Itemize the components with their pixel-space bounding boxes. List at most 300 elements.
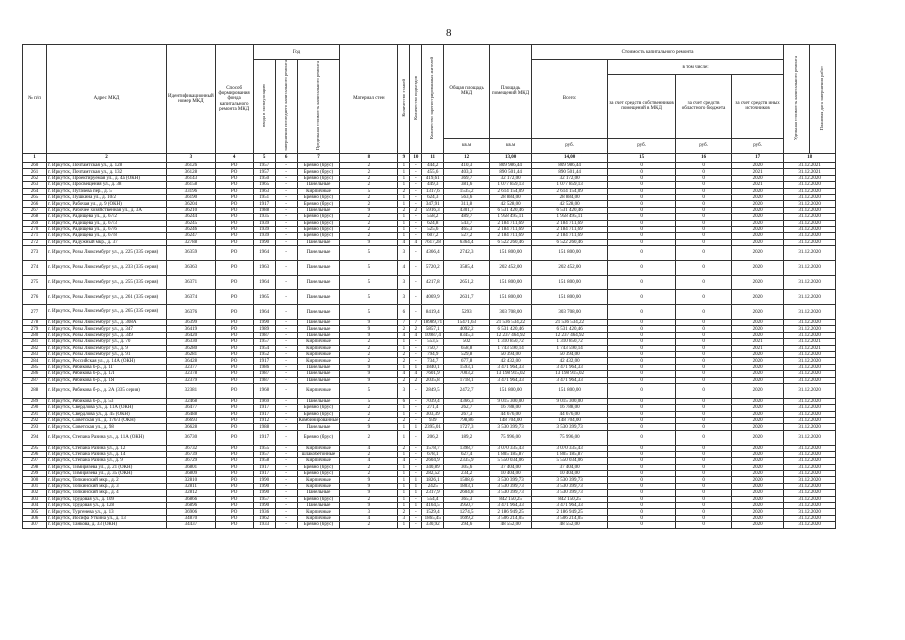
last-repair-year: -: [275, 352, 297, 358]
house-id: 36906: [167, 509, 216, 515]
wall-material: Панельные: [297, 260, 340, 275]
floors: 9: [340, 490, 398, 496]
cost-regional: 0: [608, 207, 676, 213]
col-max-cost-header: Предельная стоимость капитального ремонта: [297, 60, 340, 154]
last-repair-year: -: [275, 377, 297, 383]
address: г. Иркутск, Пушкина ул., д. 10/2: [47, 194, 167, 200]
address: г. Иркутск, Свердлова ул., д. 45 (ОКН): [47, 411, 167, 417]
cost-own-funds: 3 506 214,05: [532, 515, 608, 521]
cost-own-funds: 1 077 859,13: [532, 182, 608, 188]
planned-date: 31.12.2020: [784, 352, 836, 358]
cost-regional: 0: [608, 201, 676, 207]
residents: 4: [410, 239, 422, 245]
cost-other: 0: [676, 451, 732, 457]
house-id: 36809: [167, 471, 216, 477]
total-area: 558,2: [422, 214, 444, 220]
floors: 2: [340, 411, 398, 417]
year-built: 1957: [253, 162, 275, 168]
cost-other: 0: [676, 411, 732, 417]
entrances: 4: [398, 371, 410, 377]
column-number: 7: [297, 153, 340, 162]
repair-register-table: [22, 44, 836, 529]
planned-date: 31.12.2020: [784, 458, 836, 464]
column-number: 13,00: [490, 153, 532, 162]
cost-total: 809 986,44: [490, 162, 532, 168]
address: г. Иркутск, Рябикова б-р., д. 1Я: [47, 377, 167, 383]
fund-method: РО: [215, 522, 253, 528]
planned-year: 2020: [732, 320, 784, 326]
row-number: 305: [23, 509, 47, 515]
fund-method: РО: [215, 411, 253, 417]
floors: 2: [340, 162, 398, 168]
cost-total: 16 788,00: [490, 405, 532, 411]
total-area: 5916,3: [422, 207, 444, 213]
cost-own-funds: 9 015 300,00: [532, 398, 608, 404]
planned-date: 31.12.2020: [784, 471, 836, 477]
col-including-header: в том числе:: [608, 60, 784, 75]
cost-own-funds: 10 404,00: [532, 471, 608, 477]
address: г. Иркутск, Рябикова б-р., д. 1Г: [47, 364, 167, 370]
wall-material: Панельные: [297, 290, 340, 305]
entrances: 2: [398, 509, 410, 515]
column-number: 8: [340, 153, 398, 162]
living-area: 267,3: [444, 411, 490, 417]
row-number: 293: [23, 424, 47, 430]
cost-own-funds: 2 184 711,69: [532, 226, 608, 232]
column-number: 1: [23, 153, 47, 162]
row-number: 265: [23, 194, 47, 200]
house-id: 36126: [167, 162, 216, 168]
planned-year: 2020: [732, 188, 784, 194]
planned-date: 31.12.2020: [784, 226, 836, 232]
living-area: 502: [444, 339, 490, 345]
living-area: 6364,4: [444, 239, 490, 245]
cost-other: 0: [676, 182, 732, 188]
cost-total: 1 743 590,14: [490, 345, 532, 351]
last-repair-year: -: [275, 451, 297, 457]
cost-other: 0: [676, 445, 732, 451]
cost-own-funds: 151 800,00: [532, 383, 608, 398]
cost-total: 28 884,00: [490, 194, 532, 200]
cost-regional: 0: [608, 339, 676, 345]
entrances: 1: [398, 471, 410, 477]
floors: 9: [340, 424, 398, 430]
last-repair-year: -: [275, 188, 297, 194]
fund-method: РО: [215, 201, 253, 207]
residents: -: [410, 246, 422, 261]
cost-own-funds: 2 184 711,69: [532, 220, 608, 226]
col-last-repair-header: завершения последнего капитального ремонта: [275, 60, 297, 154]
cost-regional: 0: [608, 305, 676, 320]
fund-method: РО: [215, 358, 253, 364]
year-built: 1958: [253, 458, 275, 464]
residents: 1: [410, 477, 422, 483]
col-total-area-header: Общая площадь МКД: [444, 45, 490, 139]
wall-material: Кирпичные: [297, 352, 340, 358]
last-repair-year: -: [275, 201, 297, 207]
planned-date: 31.12.2020: [784, 430, 836, 445]
residents: -: [410, 194, 422, 200]
cost-own-funds: 5 550 034,06: [532, 458, 608, 464]
planned-date: 31.12.2020: [784, 445, 836, 451]
cost-regional: 0: [608, 220, 676, 226]
cost-regional: 0: [608, 194, 676, 200]
living-area: 8345,3: [444, 332, 490, 338]
fund-method: РО: [215, 451, 253, 457]
col-entrances-header: Количество подъездов: [410, 45, 422, 154]
year-built: 1964: [253, 246, 275, 261]
cost-other: 0: [676, 515, 732, 521]
row-number: 281: [23, 339, 47, 345]
floors: 2: [340, 358, 398, 364]
table-header: [23, 45, 836, 163]
cost-own-funds: 3 070 335,43: [532, 445, 608, 451]
address: г. Иркутск, Радищева ул., д. 67/2: [47, 214, 167, 220]
fund-method: РО: [215, 496, 253, 502]
column-number: 9: [398, 153, 410, 162]
wall-material: Панельные: [297, 377, 340, 383]
cost-own-funds: 3 530 399,73: [532, 477, 608, 483]
planned-date: 31.12.2020: [784, 194, 836, 200]
col-living-area-header: Площадь помещений МКД: [490, 45, 532, 139]
planned-year: 2020: [732, 220, 784, 226]
page-number: 8: [446, 27, 452, 39]
year-built: 1912: [253, 417, 275, 423]
address: г. Иркутск, Тимирязева ул., д. 21 (ОКН): [47, 464, 167, 470]
house-id: 36210: [167, 207, 216, 213]
last-repair-year: -: [275, 383, 297, 398]
fund-method: РО: [215, 194, 253, 200]
entrances: 1: [398, 364, 410, 370]
address: г. Иркутск, Проектируемая ул., д. 4а (ОКН): [47, 175, 167, 181]
cost-regional: 0: [608, 451, 676, 457]
cost-other: 0: [676, 483, 732, 489]
cost-total: 890 501,44: [490, 169, 532, 175]
last-repair-year: -: [275, 490, 297, 496]
wall-material: Бревно (брус): [297, 233, 340, 239]
row-number: 261: [23, 169, 47, 175]
floors: 2: [340, 417, 398, 423]
planned-year: 2020: [732, 201, 784, 207]
last-repair-year: -: [275, 320, 297, 326]
living-area: 2742,3: [444, 246, 490, 261]
residents: -: [410, 290, 422, 305]
year-built: 1963: [253, 260, 275, 275]
cost-total: 3 530 399,73: [490, 483, 532, 489]
house-id: 32381: [167, 383, 216, 398]
col-planned-date-header: Плановая дата завершения работ: [810, 45, 836, 154]
row-number: 298: [23, 464, 47, 470]
last-repair-year: -: [275, 162, 297, 168]
total-area: 2849,5: [422, 383, 444, 398]
planned-year: 2020: [732, 522, 784, 528]
cost-own-funds: 151 800,00: [532, 275, 608, 290]
planned-date: 31.12.2021: [784, 162, 836, 168]
last-repair-year: -: [275, 175, 297, 181]
cost-total: 3 070 335,43: [490, 445, 532, 451]
floors: 2: [340, 464, 398, 470]
residents: -: [410, 464, 422, 470]
address: г. Иркутск, Степана Разина ул., д. 14: [47, 451, 167, 457]
fund-method: РО: [215, 220, 253, 226]
entrances: 1: [398, 194, 410, 200]
total-area: 1529,4: [422, 509, 444, 515]
cost-regional: 0: [608, 352, 676, 358]
planned-date: 31.12.2020: [784, 326, 836, 332]
planned-date: 31.12.2021: [784, 345, 836, 351]
address: г. Иркутск, Розы Люксембург ул., д. 347: [47, 326, 167, 332]
living-area: 5293: [444, 305, 490, 320]
wall-material: Кирпичные: [297, 458, 340, 464]
house-id: 36245: [167, 220, 216, 226]
residents: -: [410, 522, 422, 528]
entrances: 3: [398, 290, 410, 305]
address: г. Иркутск, Рябикова б-р., д. 1Л: [47, 371, 167, 377]
planned-year: 2020: [732, 371, 784, 377]
cost-other: 0: [676, 496, 732, 502]
last-repair-year: -: [275, 471, 297, 477]
cost-own-funds: 151 800,00: [532, 290, 608, 305]
cost-other: 0: [676, 305, 732, 320]
living-area: 4301,7: [444, 207, 490, 213]
last-repair-year: -: [275, 424, 297, 430]
planned-year: 2020: [732, 398, 784, 404]
wall-material: Бревно (брус): [297, 430, 340, 445]
col-address-header: Адрес МКД: [47, 45, 167, 154]
cost-own-funds: 3 471 964,33: [532, 503, 608, 509]
address: г. Иркутск, Радищева ул., д. 67/3: [47, 220, 167, 226]
cost-regional: 0: [608, 246, 676, 261]
living-area: 627,4: [444, 451, 490, 457]
cost-own-funds: 151 800,00: [532, 246, 608, 261]
residents: -: [410, 398, 422, 404]
cost-own-funds: 2 184 711,69: [532, 233, 608, 239]
cost-own-funds: 42 528,00: [532, 201, 608, 207]
cost-other: 0: [676, 188, 732, 194]
wall-material: Бревно (брус): [297, 194, 340, 200]
floors: 2: [340, 496, 398, 502]
house-id: 36247: [167, 233, 216, 239]
total-area: 449,3: [422, 182, 444, 188]
house-id: 36244: [167, 214, 216, 220]
planned-year: 2020: [732, 405, 784, 411]
total-area: 554,4: [422, 496, 444, 502]
living-area: 403,3: [444, 169, 490, 175]
planned-year: 2020: [732, 471, 784, 477]
total-area: 444,2: [422, 162, 444, 168]
living-area: 3585,4: [444, 260, 490, 275]
floors: 2: [340, 339, 398, 345]
fund-method: РО: [215, 477, 253, 483]
total-area: 2604,9: [422, 458, 444, 464]
total-area: 2035,8: [422, 377, 444, 383]
fund-method: РО: [215, 458, 253, 464]
address: г. Иркутск, Просвещения ул., д. 38: [47, 182, 167, 188]
row-number: 267: [23, 207, 47, 213]
entrances: 2: [398, 358, 410, 364]
floors: 9: [340, 320, 398, 326]
cost-own-funds: 1 310 850,72: [532, 339, 608, 345]
house-id: 36732: [167, 445, 216, 451]
house-id: 32811: [167, 483, 216, 489]
cost-regional: 0: [608, 239, 676, 245]
fund-method: РО: [215, 490, 253, 496]
entrances: 4: [398, 260, 410, 275]
wall-material: Панельные: [297, 424, 340, 430]
cost-own-funds: 1 743 590,14: [532, 345, 608, 351]
cost-regional: 0: [608, 398, 676, 404]
wall-material: Бревно (брус): [297, 162, 340, 168]
cost-regional: 0: [608, 275, 676, 290]
row-number: 266: [23, 201, 47, 207]
floors: 2: [340, 345, 398, 351]
living-area: 1727,3: [444, 424, 490, 430]
total-area: 303,39: [422, 411, 444, 417]
address: г. Иркутск, Розы Люксембург ул., д. 70: [47, 339, 167, 345]
entrances: 2: [398, 326, 410, 332]
total-area: 2395,01: [422, 424, 444, 430]
planned-date: 31.12.2021: [784, 169, 836, 175]
table-body: [23, 162, 836, 528]
last-repair-year: -: [275, 194, 297, 200]
year-built: 1990: [253, 483, 275, 489]
unit-other: руб.: [732, 138, 784, 153]
fund-method: РО: [215, 352, 253, 358]
floors: 2: [340, 175, 398, 181]
wall-material: Бревно (брус): [297, 175, 340, 181]
year-built: 1939: [253, 233, 275, 239]
cost-regional: 0: [608, 332, 676, 338]
floors: 9: [340, 483, 398, 489]
cost-total: 12 237 464,92: [490, 332, 532, 338]
total-area: 419,61: [422, 175, 444, 181]
row-number: 264: [23, 188, 47, 194]
living-area: 1274,5: [444, 509, 490, 515]
cost-other: 0: [676, 509, 732, 515]
fund-method: РО: [215, 471, 253, 477]
cost-other: 0: [676, 207, 732, 213]
cost-regional: 0: [608, 290, 676, 305]
total-area: 7601,9: [422, 371, 444, 377]
cost-other: 0: [676, 424, 732, 430]
row-number: 299: [23, 471, 47, 477]
cost-regional: 0: [608, 458, 676, 464]
wall-material: Кирпичные: [297, 515, 340, 521]
cost-regional: 0: [608, 483, 676, 489]
year-built: 1965: [253, 290, 275, 305]
house-id: 36866: [167, 496, 216, 502]
wall-material: Панельные: [297, 326, 340, 332]
cost-own-funds: 6 531 420,46: [532, 207, 608, 213]
planned-date: 31.12.2020: [784, 233, 836, 239]
wall-material: Комбинированные: [298, 418, 339, 424]
last-repair-year: -: [275, 326, 297, 332]
planned-year: 2020: [732, 352, 784, 358]
last-repair-year: -: [275, 239, 297, 245]
row-number: 302: [23, 490, 47, 496]
row-number: 262: [23, 175, 47, 181]
cost-own-funds: 32 172,00: [532, 175, 608, 181]
total-area: 4164,5: [422, 503, 444, 509]
address: г. Иркутск, Розы Люксембург ул., д. 265 (335 серия): [47, 305, 167, 320]
cost-regional: 0: [608, 364, 676, 370]
cost-other: 0: [676, 377, 732, 383]
cost-other: 0: [676, 345, 732, 351]
address: г. Иркутск, Розы Люксембург ул., д. 349: [47, 332, 167, 338]
wall-material: Бревно (брус): [297, 411, 340, 417]
cost-other: 0: [676, 320, 732, 326]
cost-other: 0: [676, 430, 732, 445]
residents: -: [410, 352, 422, 358]
year-built: 1955: [253, 445, 275, 451]
fund-method: РО: [215, 175, 253, 181]
fund-method: РО: [215, 398, 253, 404]
total-area: 607,2: [422, 233, 444, 239]
house-id: 36896: [167, 503, 216, 509]
cost-total: 3 530 399,73: [490, 490, 532, 496]
year-built: 1988: [253, 207, 275, 213]
entrances: 1: [398, 175, 410, 181]
wall-material: Панельные: [297, 364, 340, 370]
last-repair-year: -: [275, 430, 297, 445]
cost-total: 6 531 420,46: [490, 207, 532, 213]
living-area: 677,8: [444, 358, 490, 364]
cost-own-funds: 21 536 534,22: [532, 320, 608, 326]
address: г. Иркутск, Радищева ул., д. 67/6: [47, 226, 167, 232]
row-number: 277: [23, 305, 47, 320]
wall-material: Кирпичные: [297, 509, 340, 515]
row-number: 282: [23, 345, 47, 351]
last-repair-year: -: [275, 220, 297, 226]
address: г. Иркутск, Степана Разина ул., д. 9: [47, 458, 167, 464]
address: г. Иркутск, Розы Люксембург ул., д. 9: [47, 345, 167, 351]
planned-date: 31.12.2020: [784, 522, 836, 528]
living-area: 1508,6: [444, 477, 490, 483]
planned-year: 2020: [732, 332, 784, 338]
row-number: 289: [23, 398, 47, 404]
residents: -: [410, 405, 422, 411]
col-method-header: Способ формирования фонда капитального ремонта МКД: [215, 45, 253, 154]
address: г. Иркутск, Розы Люксембург ул., д. 255 (335 серия): [47, 275, 167, 290]
floors: 9: [340, 207, 398, 213]
living-area: 1398,7: [444, 445, 490, 451]
year-built: 1963: [253, 188, 275, 194]
cost-regional: 0: [608, 430, 676, 445]
floors: 2: [340, 169, 398, 175]
residents: -: [410, 220, 422, 226]
year-built: 1986: [253, 364, 275, 370]
year-built: 1990: [253, 320, 275, 326]
fund-method: РО: [215, 162, 253, 168]
col-other-header: за счет средств иных источников: [732, 75, 784, 138]
col-cost-group: Стоимость капитального ремонта: [532, 45, 784, 60]
wall-material: Панельные: [297, 320, 340, 326]
cost-own-funds: 3 471 964,33: [532, 364, 608, 370]
total-area: 2317,9: [422, 490, 444, 496]
table-row: [23, 305, 836, 320]
cost-regional: 0: [608, 320, 676, 326]
year-built: 1950: [253, 175, 275, 181]
planned-year: 2021: [732, 345, 784, 351]
cost-total: 42 528,00: [490, 201, 532, 207]
floors: 2: [340, 451, 398, 457]
floors: 5: [340, 398, 398, 404]
last-repair-year: -: [275, 464, 297, 470]
fund-method: РО: [215, 182, 253, 188]
house-id: 36729: [167, 458, 216, 464]
planned-date: 31.12.2020: [784, 358, 836, 364]
fund-method: РО: [215, 445, 253, 451]
